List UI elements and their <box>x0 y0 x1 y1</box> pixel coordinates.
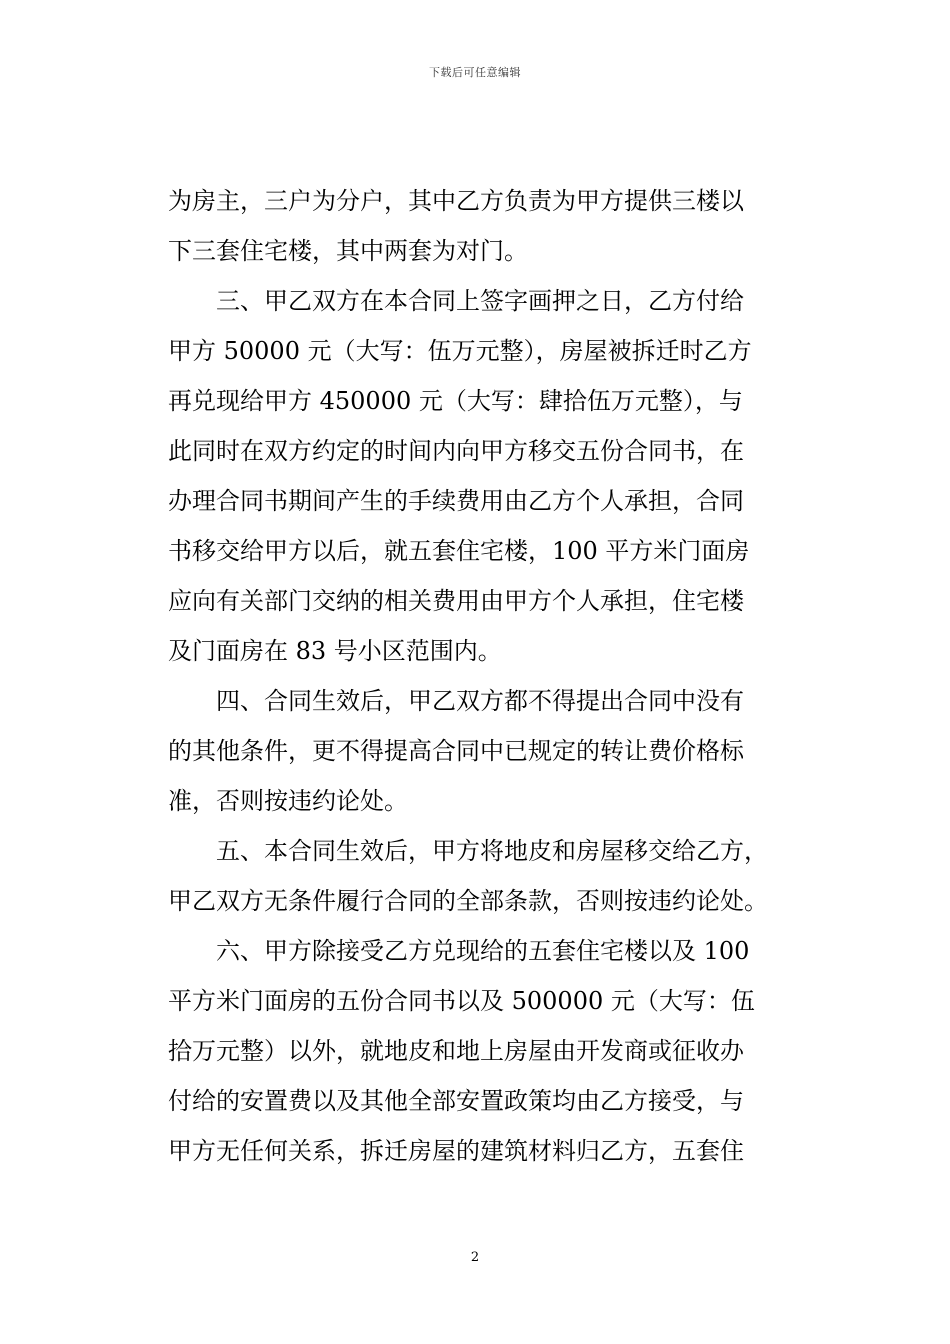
text-line: 再兑现给甲方 450000 元（大写：肆拾伍万元整），与 <box>168 387 743 415</box>
text-line: 平方米门面房的五份合同书以及 500000 元（大写：伍 <box>168 987 755 1015</box>
text-line: 为房主，三户为分户，其中乙方负责为甲方提供三楼以 <box>168 187 744 215</box>
page-number: 2 <box>470 1250 480 1265</box>
text-line: 甲方 50000 元（大写：伍万元整），房屋被拆迁时乙方 <box>168 337 752 365</box>
page-header: 下载后可任意编辑 <box>429 66 521 79</box>
text-line: 甲方无任何关系，拆迁房屋的建筑材料归乙方，五套住 <box>168 1137 744 1165</box>
text-line: 甲乙双方无条件履行合同的全部条款，否则按违约论处。 <box>168 887 768 915</box>
text-line: 应向有关部门交纳的相关费用由甲方个人承担，住宅楼 <box>168 587 744 615</box>
document-body <box>168 176 788 1176</box>
clause-three-start: 三、甲乙双方在本合同上签字画押之日，乙方付给 <box>216 287 744 315</box>
clause-five-start: 五、本合同生效后，甲方将地皮和房屋移交给乙方， <box>216 837 768 865</box>
text-line: 书移交给甲方以后，就五套住宅楼，100 平方米门面房 <box>168 537 750 565</box>
text-line: 准，否则按违约论处。 <box>168 787 408 815</box>
clause-six-start: 六、甲方除接受乙方兑现给的五套住宅楼以及 100 <box>216 937 750 965</box>
text-line: 的其他条件，更不得提高合同中已规定的转让费价格标 <box>168 737 744 765</box>
text-line: 及门面房在 83 号小区范围内。 <box>168 637 502 665</box>
text-line: 此同时在双方约定的时间内向甲方移交五份合同书，在 <box>168 437 744 465</box>
text-line: 下三套住宅楼，其中两套为对门。 <box>168 237 528 265</box>
text-line: 办理合同书期间产生的手续费用由乙方个人承担，合同 <box>168 487 744 515</box>
text-line: 拾万元整）以外，就地皮和地上房屋由开发商或征收办 <box>168 1037 744 1065</box>
clause-four-start: 四、合同生效后，甲乙双方都不得提出合同中没有 <box>216 687 744 715</box>
text-line: 付给的安置费以及其他全部安置政策均由乙方接受，与 <box>168 1087 744 1115</box>
